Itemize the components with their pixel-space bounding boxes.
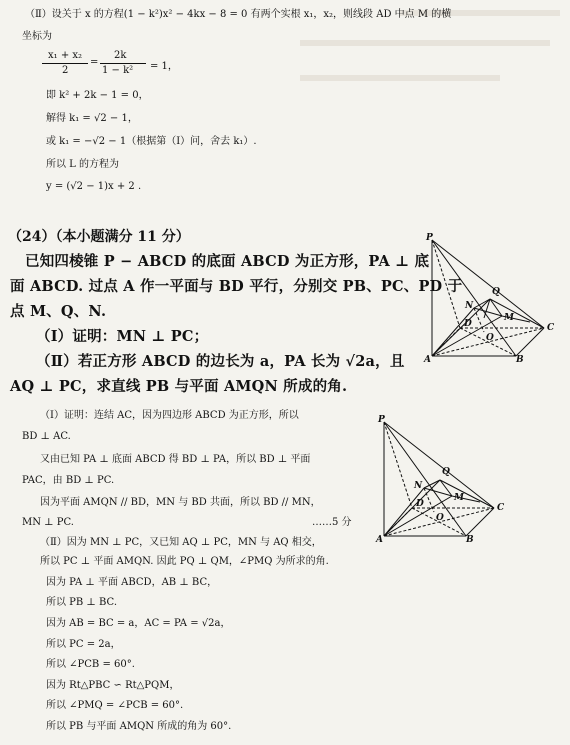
label-P: P [378, 415, 385, 425]
label-C: C [547, 323, 555, 333]
label-D: D [416, 499, 424, 509]
problem-line2: 面 ABCD. 过点 A 作一平面与 BD 平行，分别交 PB、PC、PD 于 [10, 278, 463, 295]
part2-line2: 坐标为 [22, 31, 52, 42]
part2-line1: （Ⅱ）设关于 x 的方程(1 − k²)x² − 4kx − 8 = 0 有两个实根 x₁，x₂，则线段 AD 中点 M 的横 [25, 9, 452, 20]
solution-line8: 所以 PC ⊥ 平面 AMQN. 因此 PQ ⊥ QM，∠PMQ 为所求的角. [40, 556, 329, 567]
label-A: A [376, 535, 383, 544]
label-A: A [424, 355, 431, 362]
solution-line16: 所以 PB 与平面 AMQN 所成的角为 60°. [46, 721, 232, 732]
part2-line4: 解得 k₁ = √2 − 1， [46, 113, 138, 124]
label-N: N [414, 481, 423, 491]
solution-line3: 又由已知 PA ⊥ 底面 ABCD 得 BD ⊥ PA，所以 BD ⊥ 平面 [40, 454, 311, 465]
solution-line11: 因为 AB = BC = a，AC = PA = √2a， [46, 618, 231, 629]
solution-line4: PAC，由 BD ⊥ PC. [22, 475, 115, 486]
solution-line6: MN ⊥ PC. [22, 517, 74, 528]
problem-line4: （Ⅰ）证明：MN ⊥ PC； [36, 328, 209, 345]
part2-line5: 或 k₁ = −√2 − 1（根据第（Ⅰ）问，舍去 k₁）. [46, 136, 257, 147]
frac-right-bar [100, 63, 146, 64]
frac-right-denominator: 1 − k² [102, 65, 134, 76]
solution-line10: 所以 PB ⊥ BC. [46, 597, 118, 608]
score-marker: ……5 分 [312, 517, 352, 528]
frac-tail: = 1， [150, 61, 178, 72]
problem-line5: （Ⅱ）若正方形 ABCD 的边长为 a，PA 长为 √2a，且 [36, 353, 405, 370]
label-M: M [504, 313, 514, 323]
solution-line7: （Ⅱ）因为 MN ⊥ PC，又已知 AQ ⊥ PC，MN 与 AQ 相交， [40, 537, 322, 548]
pyramid-figure-solution [372, 414, 512, 544]
label-B: B [466, 535, 474, 544]
bleed-through-mark [300, 75, 500, 81]
label-Q: Q [442, 467, 450, 477]
solution-line1: （Ⅰ）证明：连结 AC，因为四边形 ABCD 为正方形，所以 [40, 410, 299, 421]
label-D: D [464, 319, 472, 329]
frac-left-numerator: x₁ + x₂ [48, 50, 83, 61]
frac-right-numerator: 2k [114, 50, 127, 61]
frac-equals: = [90, 57, 99, 68]
label-M: M [454, 493, 464, 503]
label-B: B [516, 355, 524, 362]
bleed-through-mark [300, 40, 550, 46]
label-O: O [436, 513, 444, 523]
solution-line13: 所以 ∠PCB = 60°. [46, 659, 135, 670]
solution-line15: 所以 ∠PMQ = ∠PCB = 60°. [46, 700, 184, 711]
label-N: N [465, 301, 474, 311]
part2-line6: 所以 L 的方程为 [46, 159, 119, 170]
solution-line2: BD ⊥ AC. [22, 431, 71, 442]
label-Q: Q [492, 287, 500, 297]
frac-left-denominator: 2 [62, 65, 69, 76]
label-C: C [497, 503, 505, 513]
solution-line12: 所以 PC = 2a， [46, 639, 121, 650]
solution-line14: 因为 Rt△PBC ∽ Rt△PQM， [46, 680, 180, 691]
problem-line6: AQ ⊥ PC，求直线 PB 与平面 AMQN 所成的角. [10, 378, 348, 395]
midpoint-fraction [42, 50, 232, 80]
part2-line7: y = (√2 − 1)x + 2 . [46, 181, 142, 192]
label-P: P [426, 233, 433, 243]
solution-line5: 因为平面 AMQN // BD，MN 与 BD 共面，所以 BD // MN， [40, 497, 321, 508]
problem-line1: 已知四棱锥 P − ABCD 的底面 ABCD 为正方形，PA ⊥ 底 [25, 253, 430, 270]
part2-line3: 即 k² + 2k − 1 = 0， [46, 90, 149, 101]
pyramid-figure-problem [420, 232, 560, 362]
frac-left-bar [42, 63, 88, 64]
label-O: O [486, 333, 494, 343]
solution-line9: 因为 PA ⊥ 平面 ABCD，AB ⊥ BC， [46, 577, 218, 588]
problem-line3: 点 M、Q、N. [10, 303, 107, 320]
problem-heading: （24）（本小题满分 11 分） [8, 229, 190, 245]
